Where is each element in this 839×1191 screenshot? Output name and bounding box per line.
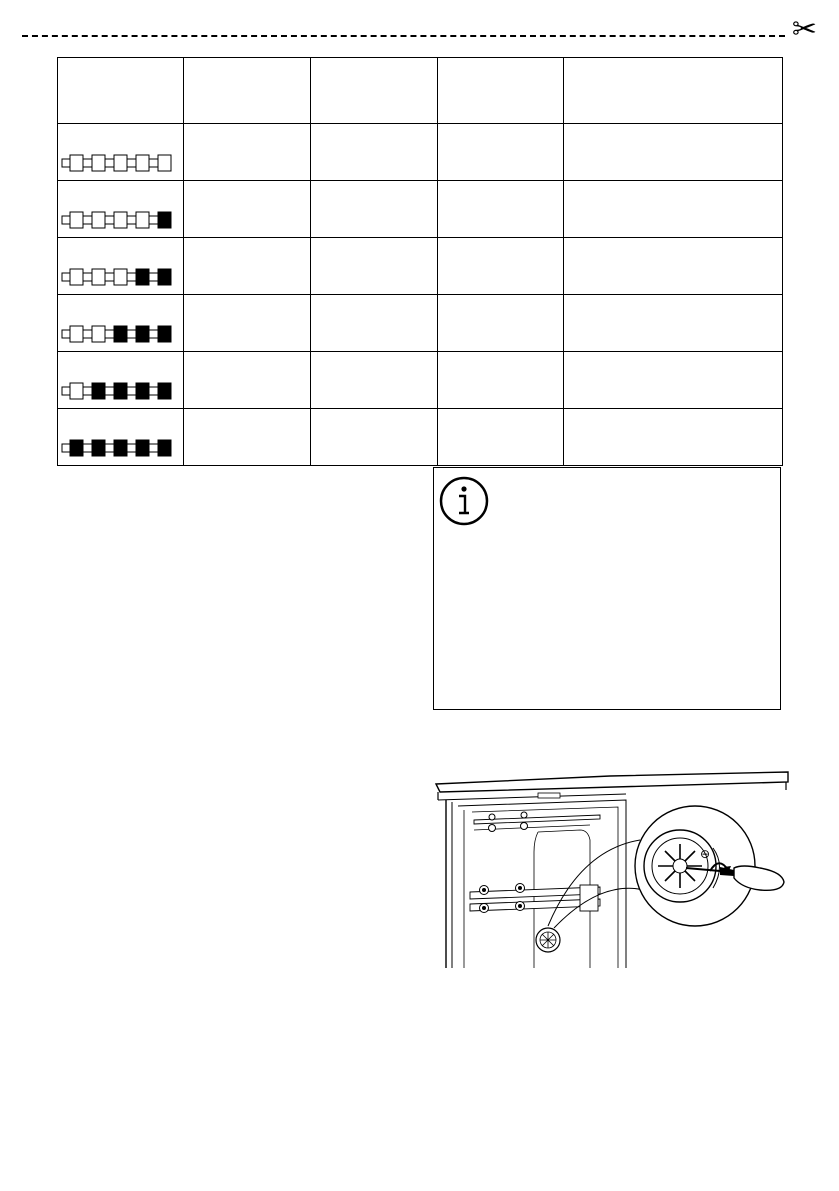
table-cell xyxy=(564,295,783,352)
level-segment-empty xyxy=(70,212,83,228)
level-connector xyxy=(127,216,136,224)
level-connector xyxy=(62,159,70,167)
level-segment-filled xyxy=(136,326,149,342)
level-connector xyxy=(105,387,114,395)
dashed-line xyxy=(22,35,785,37)
level-connector xyxy=(105,444,114,452)
level-indicator-cell xyxy=(58,238,184,295)
table-cell xyxy=(184,295,311,352)
level-segment-filled xyxy=(114,383,127,399)
level-segment-empty xyxy=(70,383,83,399)
level-connector xyxy=(62,216,70,224)
level-segment-filled xyxy=(136,440,149,456)
level-segment-empty xyxy=(70,269,83,285)
level-connector xyxy=(149,216,158,224)
table-cell xyxy=(564,238,783,295)
level-indicator-cell xyxy=(58,295,184,352)
table-cell xyxy=(311,181,438,238)
table-cell xyxy=(311,295,438,352)
level-segment-filled xyxy=(114,326,127,342)
header-cell xyxy=(438,58,564,124)
level-segment-empty xyxy=(136,212,149,228)
level-connector xyxy=(83,159,92,167)
table-cell xyxy=(311,409,438,466)
scissors-icon: ✂ xyxy=(791,12,817,47)
level-segment-empty xyxy=(114,212,127,228)
table-cell xyxy=(184,238,311,295)
level-connector xyxy=(83,330,92,338)
hardness-level-icon xyxy=(61,268,181,286)
level-connector xyxy=(83,216,92,224)
table-cell xyxy=(438,295,564,352)
level-connector xyxy=(105,159,114,167)
level-segment-empty xyxy=(70,155,83,171)
level-segment-filled xyxy=(158,269,171,285)
level-connector xyxy=(105,273,114,281)
level-connector xyxy=(62,387,70,395)
table-cell xyxy=(311,238,438,295)
level-connector xyxy=(149,273,158,281)
level-segment-empty xyxy=(92,155,105,171)
table-cell xyxy=(438,238,564,295)
header-cell xyxy=(58,58,184,124)
table-cell xyxy=(184,352,311,409)
level-connector xyxy=(83,444,92,452)
level-connector xyxy=(127,444,136,452)
level-connector xyxy=(127,159,136,167)
level-connector xyxy=(105,216,114,224)
level-segment-empty xyxy=(92,212,105,228)
hardness-level-icon xyxy=(61,211,181,229)
header-cell xyxy=(184,58,311,124)
table-cell xyxy=(438,181,564,238)
header-cell xyxy=(564,58,783,124)
info-icon xyxy=(439,476,489,526)
level-segment-empty xyxy=(114,269,127,285)
level-segment-empty xyxy=(92,269,105,285)
hardness-level-icon xyxy=(61,325,181,343)
hardness-level-icon xyxy=(61,382,181,400)
level-segment-filled xyxy=(158,212,171,228)
hardness-level-row xyxy=(58,295,783,352)
level-segment-empty xyxy=(114,155,127,171)
level-connector xyxy=(149,330,158,338)
table-cell xyxy=(184,181,311,238)
level-connector xyxy=(62,444,70,452)
hardness-level-icon xyxy=(61,154,181,172)
table-cell xyxy=(564,181,783,238)
hardness-level-row xyxy=(58,352,783,409)
level-connector xyxy=(127,387,136,395)
level-connector xyxy=(149,387,158,395)
cut-line xyxy=(22,12,817,47)
level-segment-filled xyxy=(92,383,105,399)
table-cell xyxy=(438,352,564,409)
level-segment-filled xyxy=(136,383,149,399)
table-cell xyxy=(311,352,438,409)
level-connector xyxy=(105,330,114,338)
table-cell xyxy=(184,409,311,466)
table-cell xyxy=(438,124,564,181)
level-connector xyxy=(127,273,136,281)
table-cell xyxy=(564,409,783,466)
table-cell xyxy=(311,124,438,181)
level-connector xyxy=(149,159,158,167)
level-segment-filled xyxy=(158,440,171,456)
level-indicator-cell xyxy=(58,124,184,181)
level-segment-filled xyxy=(158,326,171,342)
level-segment-empty xyxy=(158,155,171,171)
level-segment-filled xyxy=(158,383,171,399)
level-connector xyxy=(83,273,92,281)
level-indicator-cell xyxy=(58,409,184,466)
hardness-level-icon xyxy=(61,439,181,457)
level-connector xyxy=(83,387,92,395)
level-segment-empty xyxy=(136,155,149,171)
hardness-level-row xyxy=(58,238,783,295)
level-connector xyxy=(127,330,136,338)
water-hardness-table xyxy=(57,57,783,466)
hardness-level-row xyxy=(58,181,783,238)
level-connector xyxy=(149,444,158,452)
table-cell xyxy=(564,352,783,409)
table-cell xyxy=(438,409,564,466)
level-connector xyxy=(62,273,70,281)
level-indicator-cell xyxy=(58,352,184,409)
level-segment-empty xyxy=(92,326,105,342)
level-segment-filled xyxy=(114,440,127,456)
salt-cap-illustration xyxy=(430,770,790,980)
info-note-box xyxy=(433,467,781,710)
hardness-level-row xyxy=(58,124,783,181)
level-connector xyxy=(62,330,70,338)
table-header-row xyxy=(58,58,783,124)
level-segment-filled xyxy=(136,269,149,285)
table-cell xyxy=(184,124,311,181)
level-segment-filled xyxy=(70,440,83,456)
level-segment-filled xyxy=(92,440,105,456)
header-cell xyxy=(311,58,438,124)
level-segment-empty xyxy=(70,326,83,342)
svg-text:⊖: ⊖ xyxy=(700,847,711,861)
table-cell xyxy=(564,124,783,181)
level-indicator-cell xyxy=(58,181,184,238)
hardness-level-row xyxy=(58,409,783,466)
